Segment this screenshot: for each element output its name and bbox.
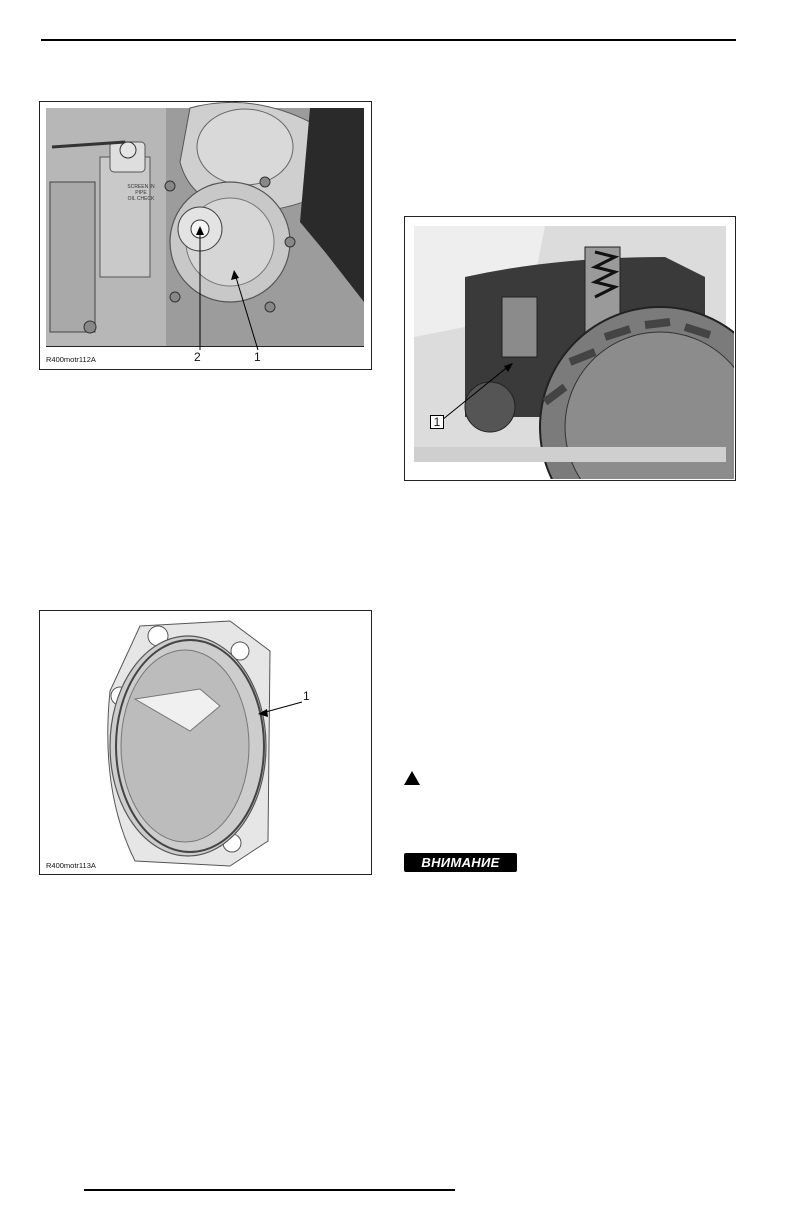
footer-rule xyxy=(84,1189,455,1191)
callout-1: 1 xyxy=(254,350,261,364)
figure-screen-cover xyxy=(39,610,372,875)
decal-line: OIL CHECK xyxy=(127,196,155,202)
callout-2: 2 xyxy=(194,350,201,364)
figure-caption: R400motr113A xyxy=(46,861,96,870)
cover-illustration xyxy=(40,611,370,873)
callout-1: 1 xyxy=(430,415,444,429)
decal-line: SCREEN IN xyxy=(127,184,155,190)
screen-decal xyxy=(119,184,163,202)
decal-line: PIPE xyxy=(135,190,147,196)
wheel-well-photo xyxy=(405,217,734,479)
engine-illustration xyxy=(40,102,370,368)
callout-1: 1 xyxy=(303,689,310,703)
header-rule xyxy=(41,39,736,41)
figure-wheel-well-photo xyxy=(404,216,736,481)
figure-caption: R400motr112A xyxy=(46,355,96,364)
figure-engine-oil-screen xyxy=(39,101,372,370)
warning-triangle-icon xyxy=(404,771,420,785)
warning-label: ВНИМАНИЕ xyxy=(404,853,517,872)
